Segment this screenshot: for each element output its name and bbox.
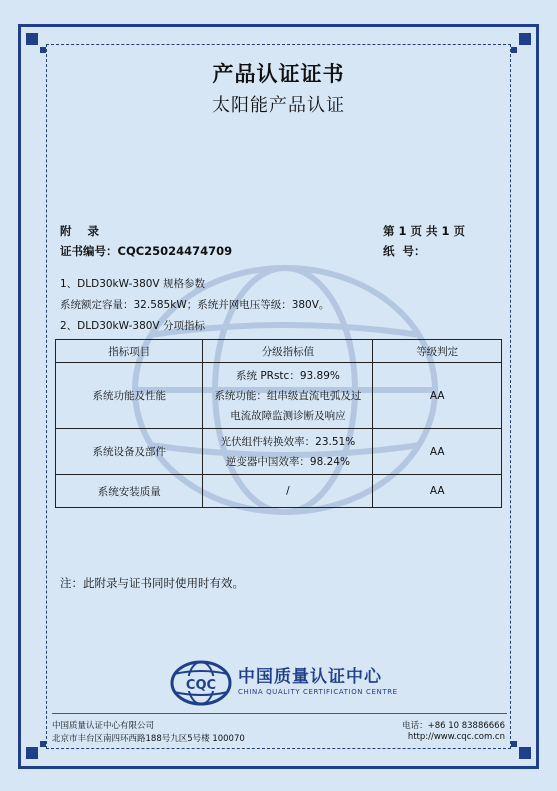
table-header: 等级判定 xyxy=(373,340,502,363)
paper-number: 纸 号： xyxy=(383,244,426,258)
cert-number: 证书编号：CQC25024474709 xyxy=(60,244,233,258)
table-cell-grade: AA xyxy=(373,429,502,475)
table-cell-values xyxy=(203,363,373,429)
spec-heading: 1、DLD30kW-380V 规格参数 xyxy=(60,278,205,290)
footer-divider xyxy=(52,713,507,714)
table-row xyxy=(56,475,502,508)
table-cell-item: 系统功能及性能 xyxy=(56,363,203,429)
corner-ornament xyxy=(40,47,46,53)
table-cell-item: 系统设备及部件 xyxy=(56,429,203,475)
corner-ornament xyxy=(519,747,531,759)
logo-chinese-name: 中国质量认证中心 xyxy=(238,667,382,687)
footer-phone: 电话：+86 10 83886666 xyxy=(402,721,505,731)
table-header: 指标项目 xyxy=(56,340,203,363)
table-cell-grade: AA xyxy=(373,475,502,508)
table-row xyxy=(56,429,502,475)
table-cell-grade: AA xyxy=(373,363,502,429)
corner-ornament xyxy=(26,747,38,759)
value-line: / xyxy=(286,485,290,497)
spec-params: 系统额定容量：32.585kW；系统并网电压等级：380V。 xyxy=(60,299,330,311)
footer-address: 北京市丰台区南四环西路188号九区5号楼 100070 xyxy=(52,734,245,744)
index-heading: 2、DLD30kW-380V 分项指标 xyxy=(60,320,205,332)
appendix-label: 附 录 xyxy=(60,224,100,238)
footer-website[interactable]: http://www.cqc.com.cn xyxy=(407,732,505,742)
page-info: 第 1 页 共 1 页 xyxy=(383,224,466,238)
table-cell-item: 系统安装质量 xyxy=(56,475,203,508)
cqc-globe-logo-icon xyxy=(170,660,232,706)
corner-ornament xyxy=(511,741,517,747)
certificate-title: 产品认证证书 xyxy=(212,62,345,86)
table-header: 分级指标值 xyxy=(203,340,373,363)
cqc-logo xyxy=(170,660,400,710)
validity-note: 注：此附录与证书同时使用时有效。 xyxy=(60,576,244,590)
logo-mark-text: CQC xyxy=(185,678,217,693)
certificate-subtitle: 太阳能产品认证 xyxy=(212,95,345,116)
index-table xyxy=(55,339,502,508)
corner-ornament xyxy=(26,33,38,45)
table-row xyxy=(56,363,502,429)
logo-english-name: CHINA QUALITY CERTIFICATION CENTRE xyxy=(238,688,398,696)
corner-ornament xyxy=(511,47,517,53)
corner-ornament xyxy=(40,741,46,747)
value-line: 系统 PRstc：93.89% xyxy=(236,369,340,382)
value-line: 系统功能：组串级直流电弧及过 xyxy=(214,389,362,402)
value-line: 光伏组件转换效率：23.51% xyxy=(220,435,356,448)
table-cell-values xyxy=(203,429,373,475)
value-line: 逆变器中国效率：98.24% xyxy=(225,455,350,468)
footer-org: 中国质量认证中心有限公司 xyxy=(52,721,155,731)
value-line: 电流故障监测诊断及响应 xyxy=(230,409,346,422)
table-cell-values xyxy=(203,475,373,508)
corner-ornament xyxy=(519,33,531,45)
table-header-row xyxy=(56,340,502,363)
